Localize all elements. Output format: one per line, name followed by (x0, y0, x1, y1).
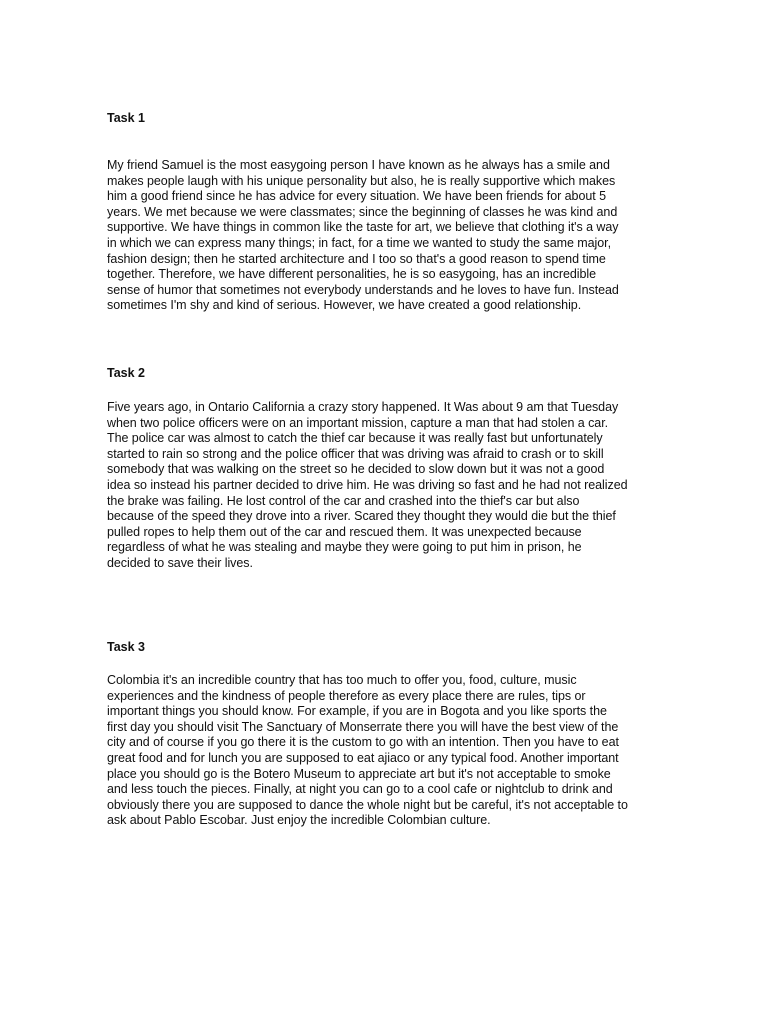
section-paragraph-task-2 (107, 400, 667, 572)
paragraph-line: Five years ago, in Ontario California a crazy story happened. It Was about 9 am that Tuesday (107, 400, 619, 414)
paragraph-line: obviously there you are supposed to dance the whole night but be careful, it's not acceptable to (107, 797, 628, 812)
paragraph-line: city and of course if you go there it is the custom to go with an intention. Then you have to eat (107, 735, 619, 750)
paragraph-line: sense of humor that sometimes not everybody understands and he loves to have fun. Instead (107, 282, 619, 297)
section-heading-task-2: Task 2 (107, 366, 145, 380)
paragraph-line: pulled ropes to help them out of the car and rescued them. It was unexpected because (107, 524, 582, 539)
paragraph-line: together. Therefore, we have different personalities, he is so easygoing, has an incredible (107, 267, 597, 282)
section-heading-task-3: Task 3 (107, 640, 145, 654)
paragraph-line: makes people laugh with his unique personality but also, he is really supportive which makes (107, 173, 616, 188)
paragraph-line: in which we can express many things; in fact, for a time we wanted to study the same major, (107, 235, 612, 250)
paragraph-line: idea so instead his partner decided to drive him. He was driving so fast and he had not realized (107, 477, 628, 492)
paragraph-line: place you should go is the Botero Museum to appreciate art but it's not acceptable to smoke (107, 766, 611, 781)
paragraph-line: and less touch the pieces. Finally, at night you can go to a cool cafe or nightclub to drink and (107, 782, 613, 797)
paragraph-line: Colombia it's an incredible country that has too much to offer you, food, culture, music (107, 673, 577, 687)
paragraph-line: experiences and the kindness of people therefore as every place there are rules, tips or (107, 688, 586, 703)
paragraph-line: ask about Pablo Escobar. Just enjoy the incredible Colombian culture. (107, 813, 491, 828)
paragraph-line: fashion design; then he started architecture and I too so that's a good reason to spend time (107, 251, 606, 266)
paragraph-line: important things you should know. For example, if you are in Bogota and you like sports the (107, 704, 607, 719)
section-paragraph-task-1 (107, 158, 667, 314)
paragraph-line: The police car was almost to catch the thief car because it was really fast but unfortunately (107, 431, 603, 446)
paragraph-line: started to rain so strong and the police officer that was driving was afraid to crash or to skill (107, 446, 604, 461)
section-heading-task-1: Task 1 (107, 111, 145, 125)
paragraph-line: somebody that was walking on the street so he decided to slow down but it was not a good (107, 462, 605, 477)
paragraph-line: the brake was failing. He lost control of the car and crashed into the thief's car but also (107, 493, 580, 508)
paragraph-line: supportive. We have things in common like the taste for art, we believe that clothing it's a way (107, 220, 619, 235)
paragraph-line: him a good friend since he has advice for every situation. We have been friends for about 5 (107, 189, 606, 204)
paragraph-line: great food and for lunch you are supposed to eat ajiaco or any typical food. Another important (107, 750, 619, 765)
paragraph-line: sometimes I'm shy and kind of serious. However, we have created a good relationship. (107, 298, 582, 313)
paragraph-line: first day you should visit The Sanctuary of Monserrate there you will have the best view of the (107, 719, 619, 734)
paragraph-line: because of the speed they drove into a river. Scared they thought they would die but the thief (107, 509, 616, 524)
section-paragraph-task-3 (107, 673, 667, 829)
paragraph-line: years. We met because we were classmates; since the beginning of classes he was kind and (107, 204, 618, 219)
paragraph-line: My friend Samuel is the most easygoing person I have known as he always has a smile and (107, 158, 610, 172)
paragraph-line: when two police officers were on an important mission, capture a man that had stolen a car. (107, 415, 609, 430)
paragraph-line: regardless of what he was stealing and maybe they were going to put him in prison, he (107, 540, 582, 555)
paragraph-line: decided to save their lives. (107, 555, 253, 570)
